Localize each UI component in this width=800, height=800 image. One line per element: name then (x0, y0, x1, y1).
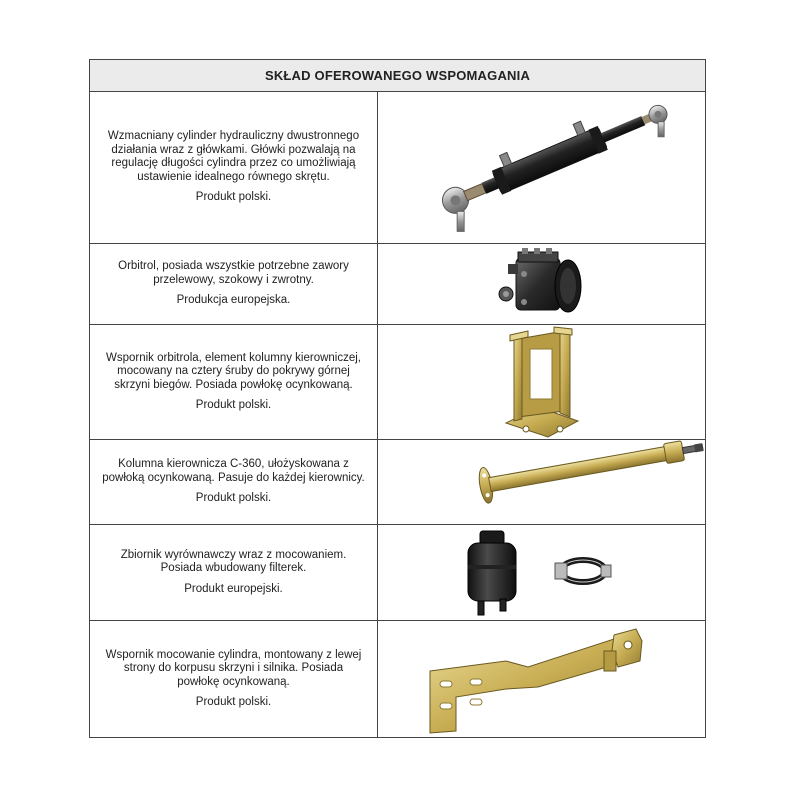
row-origin: Produkt polski. (195, 399, 272, 411)
row-description-cell (90, 92, 378, 243)
cylinder-mount-bracket-icon (378, 621, 705, 737)
table-row (90, 92, 705, 244)
row-description: Orbitrol, posiada wszystkie potrzebne zawory przelewowy, szokowy i zwrotny. (118, 260, 349, 286)
row-description-cell (90, 440, 378, 524)
row-origin: Produkt polski. (195, 191, 272, 204)
row-image-cell (378, 92, 705, 243)
row-description: Zbiornik wyrównawczy wraz z mocowaniem. Posiada wbudowany filterek. (120, 548, 347, 575)
row-image-cell (378, 244, 705, 324)
orbitrol-icon (378, 244, 705, 324)
table-header (90, 60, 705, 92)
table-row (90, 325, 705, 440)
row-image-cell (378, 525, 705, 620)
row-image-cell (378, 621, 705, 737)
steering-column-icon (378, 440, 705, 524)
row-origin: Produkt europejski. (184, 582, 283, 595)
table-row (90, 244, 705, 325)
row-description: Kolumna kierownicza C-360, ułożyskowana z powłoką ocynkowaną. Pasuje do każdej kierownicy. (102, 458, 365, 484)
components-table (89, 59, 706, 738)
reservoir-with-clamp-icon (378, 525, 705, 620)
row-description: Wzmacniany cylinder hydrauliczny dwustronnego działania wraz z główkami. Główki pozwalają na regulację długości cylindra przez co umożliwiają ustawienie idealnego równego skrętu. (107, 130, 360, 183)
table-row (90, 525, 705, 621)
row-description: Wspornik orbitrola, element kolumny kierowniczej, mocowany na cztery śruby do pokrywy górnej skrzyni biegów. Posiada powłokę ocynkowaną. (105, 351, 361, 391)
table-title: SKŁAD OFEROWANEGO WSPOMAGANIA (264, 68, 531, 83)
table-row (90, 440, 705, 525)
row-description-cell (90, 621, 378, 737)
row-origin: Produkt polski. (195, 492, 272, 505)
row-description: Wspornik mocowanie cylindra, montowany z lewej strony do korpusu skrzyni i silnika. Posiada powłokę ocynkowaną. (105, 648, 362, 688)
row-origin: Produkcja europejska. (176, 294, 291, 307)
row-origin: Produkt polski. (195, 696, 272, 708)
orbitrol-bracket-icon (378, 325, 705, 439)
table-row (90, 621, 705, 737)
row-image-cell (378, 325, 705, 439)
row-description-cell (90, 244, 378, 324)
row-image-cell (378, 440, 705, 524)
row-description-cell (90, 525, 378, 620)
hydraulic-cylinder-icon (378, 92, 705, 243)
row-description-cell (90, 325, 378, 439)
